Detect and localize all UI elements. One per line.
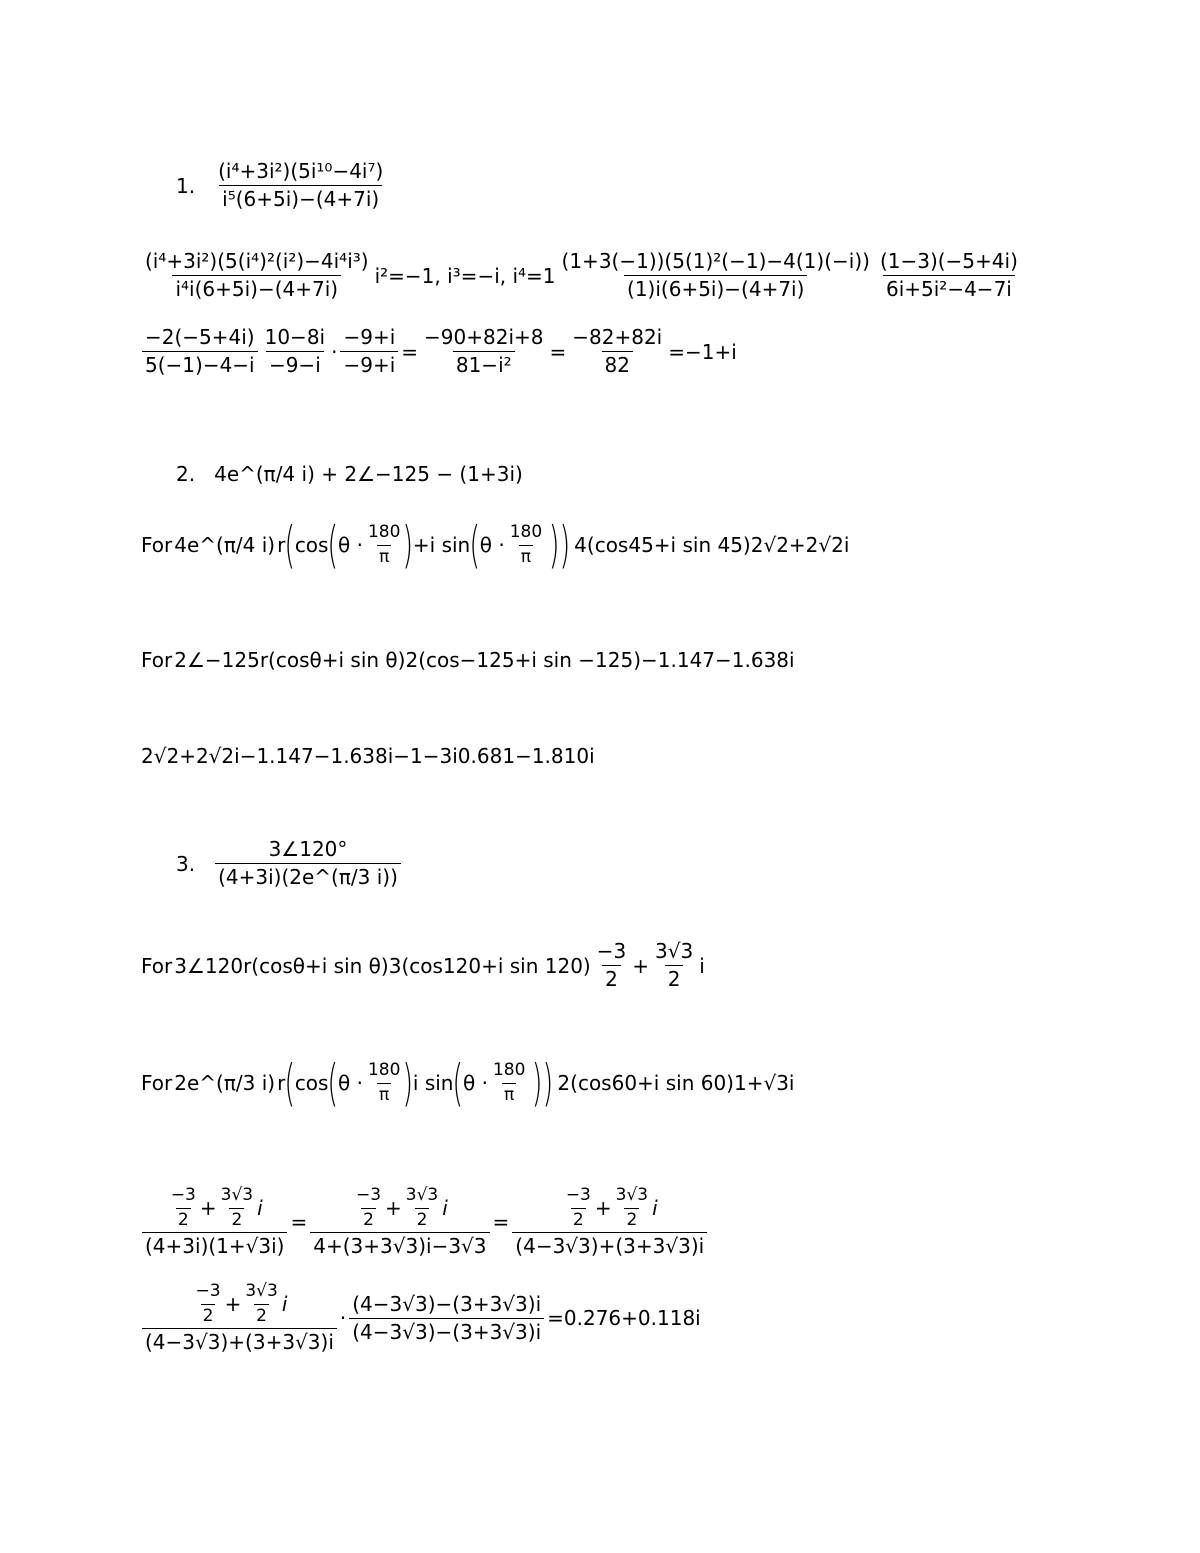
denominator: π	[379, 546, 390, 567]
denominator: 2	[602, 965, 621, 991]
fraction	[194, 1282, 223, 1326]
numerator: −2(−5+4i)	[145, 325, 255, 349]
numerator	[559, 1186, 661, 1232]
denominator: 2	[363, 1209, 374, 1230]
problem-3-statement	[176, 838, 403, 889]
denominator: (4−3√3)−(3+3√3)i	[349, 1318, 544, 1344]
fraction	[219, 1186, 255, 1230]
numerator	[164, 1186, 266, 1232]
problem-1-step-2	[140, 326, 738, 377]
fraction	[243, 1282, 279, 1326]
numerator: (i⁴+3i²)(5(i⁴)²(i²)−4i⁴i³)	[145, 249, 369, 273]
expression: 4e^(π/4 i)	[174, 533, 276, 557]
denominator: 2	[231, 1209, 243, 1230]
fraction	[564, 1186, 593, 1230]
problem-3-step-2	[140, 1282, 702, 1354]
paren-left: (	[327, 516, 339, 574]
paren-left: (	[327, 1054, 339, 1112]
expression: 2√2+2√2i−1.147−1.638i−1−3i0.681−1.810i	[141, 744, 595, 768]
numerator: −3	[596, 939, 627, 963]
identities: i²=−1, i³=−i, i⁴=1	[374, 263, 556, 288]
imaginary-unit: i	[699, 953, 705, 978]
problem-number: 3.	[176, 851, 196, 876]
equals-sign: =	[492, 1210, 510, 1235]
denominator: (1)i(6+5i)−(4+7i)	[624, 275, 807, 301]
fraction	[877, 250, 1021, 301]
numerator: −9+i	[343, 325, 396, 349]
denominator: i⁵(6+5i)−(4+7i)	[219, 185, 382, 211]
fraction	[354, 1186, 383, 1230]
plus-sign: +	[199, 1195, 217, 1220]
fraction	[169, 1186, 198, 1230]
fraction	[142, 1282, 337, 1354]
for-label: For	[141, 1071, 173, 1095]
fraction	[310, 1186, 489, 1258]
theta: θ ·	[479, 533, 505, 557]
fraction	[421, 326, 546, 377]
numerator: −3	[565, 1185, 591, 1205]
denominator: π	[504, 1084, 515, 1105]
for-label: For	[141, 953, 173, 978]
imaginary-unit: i	[442, 1195, 448, 1220]
plus-sign: +	[224, 1291, 242, 1316]
problem-1-step-1	[140, 250, 1023, 301]
expression: 4e^(π/4 i) + 2∠−125 − (1+3i)	[214, 462, 523, 486]
fraction	[508, 523, 544, 567]
denominator: (4+3i)(2e^(π/3 i))	[215, 863, 401, 889]
numerator	[189, 1282, 291, 1328]
denominator: π	[379, 1084, 390, 1105]
equals-sign: =	[401, 339, 419, 364]
fraction	[512, 1186, 707, 1258]
denominator: (4−3√3)+(3+3√3)i	[142, 1328, 337, 1354]
denominator: 2	[177, 1209, 189, 1230]
numerator: 180	[367, 521, 401, 542]
result: =−1+i	[668, 339, 737, 364]
denominator: 2	[256, 1305, 267, 1326]
denominator: −9+i	[340, 351, 398, 377]
denominator: i⁴i(6+5i)−(4+7i)	[172, 275, 341, 301]
denominator: 2	[665, 965, 684, 991]
paren-right: )	[402, 1054, 414, 1112]
fraction	[652, 940, 696, 991]
numerator: 180	[492, 1059, 526, 1080]
denominator: 82	[602, 351, 633, 377]
plus-sign: +	[594, 1195, 612, 1220]
denominator: 81−i²	[453, 351, 515, 377]
numerator: 180	[367, 1059, 401, 1080]
imaginary-unit: i	[652, 1195, 658, 1220]
theta: θ ·	[463, 1071, 488, 1095]
problem-2-statement	[176, 462, 524, 486]
i-sin-label: i sin	[412, 1071, 454, 1095]
fraction	[366, 1061, 402, 1105]
paren-left: (	[469, 516, 481, 574]
numerator: 3√3	[245, 1281, 278, 1301]
equals-sign: =	[290, 1210, 308, 1235]
numerator: −3	[170, 1185, 196, 1205]
problem-3-line-1	[140, 940, 706, 991]
denominator: 4+(3+3√3)i−3√3	[310, 1232, 489, 1258]
paren-right: ))	[548, 516, 571, 574]
theta: θ ·	[337, 1071, 363, 1095]
numerator: 3∠120°	[268, 837, 348, 861]
plus-sign: +	[632, 953, 649, 978]
problem-number: 1.	[176, 173, 196, 198]
equals-sign: =	[549, 339, 567, 364]
fraction	[404, 1186, 440, 1230]
denominator: 2	[416, 1209, 428, 1230]
expression: 2∠−125r(cosθ+i sin θ)2(cos−125+i sin −125)−1.147−1.638i	[174, 648, 795, 672]
problem-2-line-2	[140, 648, 796, 672]
problem-2-line-3	[140, 744, 596, 768]
cos-label: cos	[294, 533, 329, 557]
numerator: 10−8i	[264, 325, 326, 349]
multiplication-dot: ·	[331, 339, 338, 364]
denominator: (4+3i)(1+√3i)	[142, 1232, 287, 1258]
fraction	[215, 160, 386, 211]
imaginary-unit: i	[257, 1195, 263, 1220]
numerator: 3√3	[615, 1185, 649, 1205]
problem-1-statement	[176, 160, 388, 211]
cos-label: cos	[294, 1071, 329, 1095]
denominator: 2	[572, 1209, 584, 1230]
imaginary-unit: i	[281, 1291, 288, 1316]
denominator: 2	[626, 1209, 638, 1230]
fraction	[142, 250, 372, 301]
fraction	[349, 1293, 544, 1344]
fraction	[142, 1186, 287, 1258]
paren-right: ))	[532, 1054, 554, 1112]
numerator	[349, 1186, 451, 1232]
expression: 3∠120r(cosθ+i sin θ)3(cos120+i sin 120)	[174, 953, 591, 978]
numerator: (1−3)(−5+4i)	[879, 249, 1018, 273]
numerator: 3√3	[654, 939, 694, 963]
numerator: −3	[195, 1281, 221, 1301]
problem-3-line-2	[140, 1054, 796, 1112]
paren-right: )	[402, 516, 414, 574]
denominator: π	[520, 546, 532, 567]
fraction	[594, 940, 629, 991]
numerator: 3√3	[405, 1185, 439, 1205]
numerator: −3	[355, 1185, 382, 1205]
variable-r: r	[277, 533, 286, 557]
expression: 2e^(π/3 i)	[174, 1071, 276, 1095]
denominator: (4−3√3)+(3+3√3)i	[512, 1232, 707, 1258]
fraction	[559, 250, 873, 301]
fraction	[340, 326, 398, 377]
denominator: 2	[202, 1305, 214, 1326]
numerator: −82+82i	[572, 325, 663, 349]
numerator: −90+82i+8	[424, 325, 544, 349]
variable-r: r	[277, 1071, 286, 1095]
fraction	[491, 1061, 527, 1105]
paren-left: (	[452, 1054, 464, 1112]
numerator: (i⁴+3i²)(5i¹⁰−4i⁷)	[218, 159, 384, 183]
result: 4(cos45+i sin 45)2√2+2√2i	[574, 533, 850, 557]
numerator: 180	[509, 521, 543, 542]
numerator: (1+3(−1))(5(1)²(−1)−4(1)(−i))	[561, 249, 870, 273]
paren-left: (	[284, 1054, 296, 1112]
fraction	[569, 326, 665, 377]
fraction	[614, 1186, 650, 1230]
paren-left: (	[284, 516, 296, 574]
for-label: For	[141, 648, 173, 672]
fraction	[262, 326, 329, 377]
problem-2-line-1	[140, 516, 850, 574]
i-sin-label: +i sin	[412, 533, 471, 557]
denominator: 6i+5i²−4−7i	[883, 275, 1015, 301]
problem-3-step-1	[140, 1186, 709, 1258]
theta: θ ·	[337, 533, 363, 557]
numerator: 3√3	[220, 1185, 254, 1205]
fraction	[366, 523, 402, 567]
result: =0.276+0.118i	[547, 1306, 701, 1331]
fraction	[142, 326, 258, 377]
multiplication-dot: ·	[339, 1306, 347, 1331]
result: 2(cos60+i sin 60)1+√3i	[557, 1071, 795, 1095]
fraction	[215, 838, 401, 889]
denominator: 5(−1)−4−i	[142, 351, 258, 377]
problem-number: 2.	[176, 462, 196, 486]
plus-sign: +	[385, 1195, 402, 1220]
numerator: (4−3√3)−(3+3√3)i	[352, 1291, 542, 1316]
denominator: −9−i	[266, 351, 324, 377]
for-label: For	[141, 533, 173, 557]
